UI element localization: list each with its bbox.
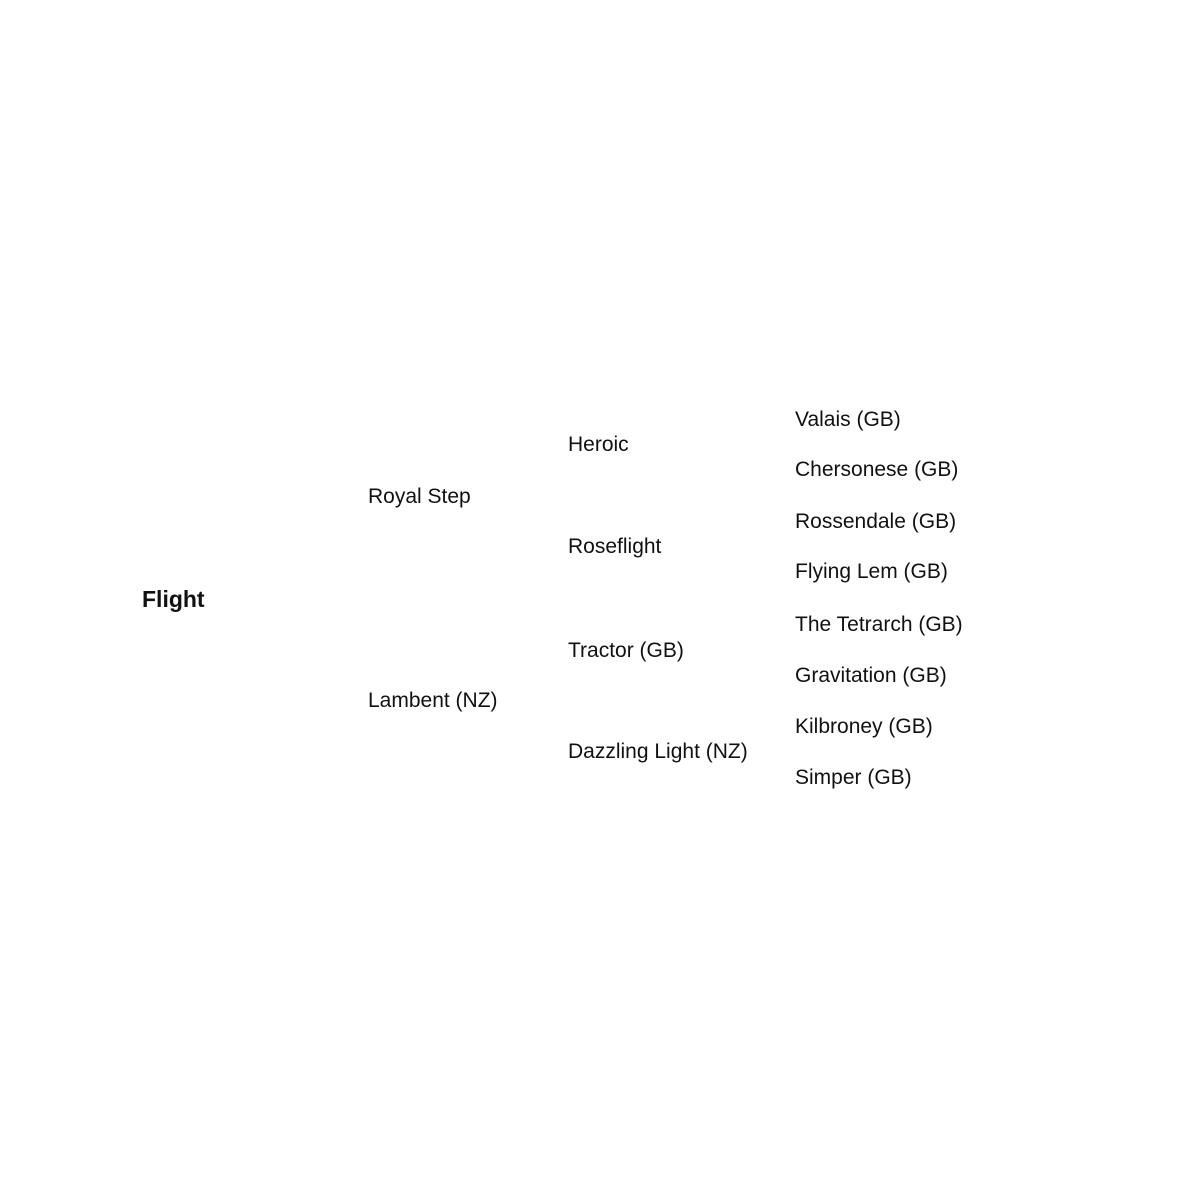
- dam-dam-name: Dazzling Light (NZ): [568, 740, 748, 763]
- great-grandparent-4: Flying Lem (GB): [795, 560, 948, 583]
- great-grandparent-6: Gravitation (GB): [795, 664, 947, 687]
- sire-name: Royal Step: [368, 485, 471, 508]
- sire-dam-name: Roseflight: [568, 535, 662, 558]
- sire-sire-name: Heroic: [568, 433, 629, 456]
- great-grandparent-5: The Tetrarch (GB): [795, 613, 963, 636]
- dam-sire-name: Tractor (GB): [568, 639, 684, 662]
- great-grandparent-8: Simper (GB): [795, 766, 912, 789]
- great-grandparent-2: Chersonese (GB): [795, 458, 959, 481]
- great-grandparent-1: Valais (GB): [795, 408, 901, 431]
- dam-name: Lambent (NZ): [368, 689, 498, 712]
- great-grandparent-3: Rossendale (GB): [795, 510, 957, 533]
- subject-horse-name: Flight: [142, 586, 205, 612]
- great-grandparent-7: Kilbroney (GB): [795, 715, 933, 738]
